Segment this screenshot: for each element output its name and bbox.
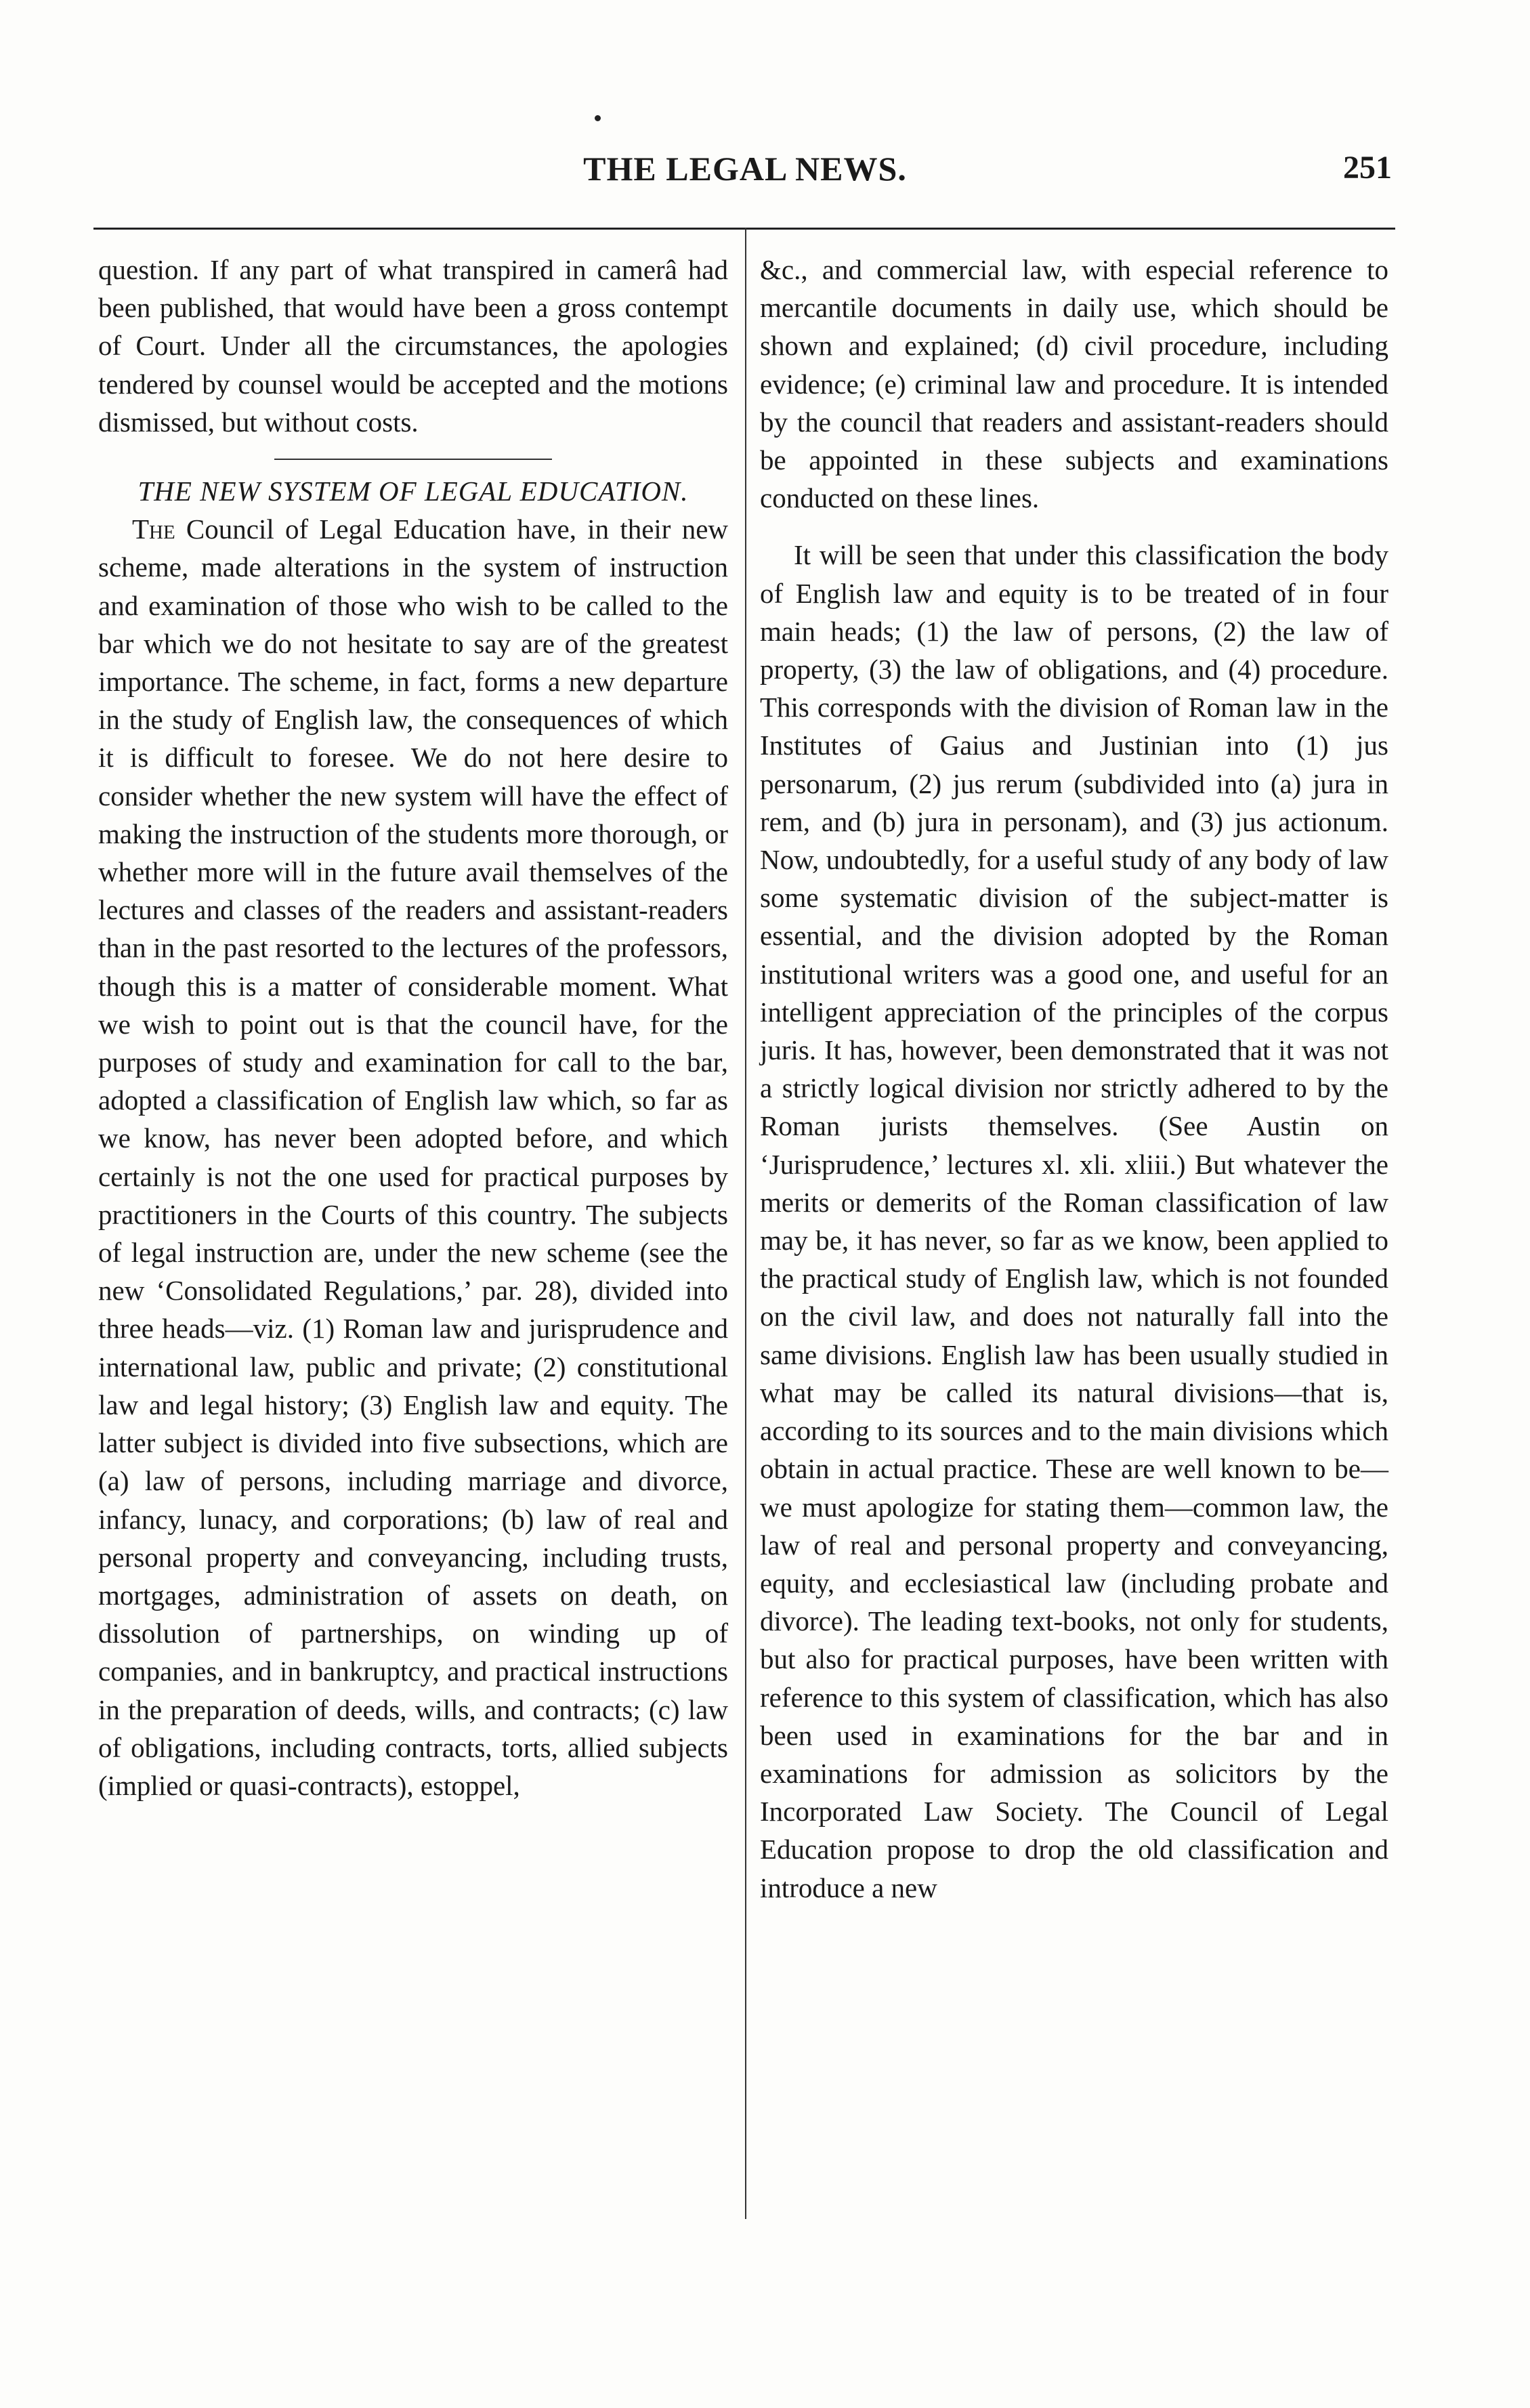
print-speck xyxy=(595,115,601,121)
article-paragraph xyxy=(98,510,728,1804)
page-header xyxy=(95,135,1395,203)
right-paragraph-continuation: &c., and commercial law, with especial reference to mercantile documents in daily use, which should be shown and explained; (d) civil procedure, including evidence; (e) criminal law and procedure. It is intended by the council that readers and assistant-readers should be appointed in these subjects and examinations conducted on these lines. xyxy=(760,254,1388,514)
article-heading: THE NEW SYSTEM OF LEGAL EDUCATION. xyxy=(137,476,689,507)
section-divider xyxy=(274,459,552,460)
left-column xyxy=(98,251,728,1804)
page-number: 251 xyxy=(1343,150,1392,186)
left-paragraph-continuation: question. If any part of what transpired in camerâ had been published, that would have been a gross contempt of Court. Under all the circumstances, the apologies tendered by counsel would be accepted and the motions dismissed, but without costs. xyxy=(98,254,728,438)
right-column xyxy=(760,251,1388,1907)
publication-title: THE LEGAL NEWS. xyxy=(583,150,907,188)
article-lead-word: The xyxy=(132,513,175,545)
paragraph-gap xyxy=(760,517,1388,536)
right-paragraph: It will be seen that under this classification the body of English law and equity is to be treated of in four main heads; (1) the law of persons, (2) the law of property, (3) the law of obligations, and (4) procedure. This corresponds with the division of Roman law in the Institutes of Gaius and Justinian into (1) jus personarum, (2) jus rerum (subdivided into (a) jura in rem, and (b) jura in personam), and (3) jus actionum. Now, undoubtedly, for a useful study of any body of law some systematic division of the subject-matter is essential, and the division adopted by the Roman institutional writers was a good one, and useful for an intelligent appreciation of the principles of the corpus juris. It has, however, been demonstrated that it was not a strictly logical division nor strictly adhered to by the Roman jurists themselves. (See Austin on ‘Jurisprudence,’ lectures xl. xli. xliii.) But whatever the merits or demerits of the Roman classification of law may be, it has never, so far as we know, been applied to the practical study of English law, which is not founded on the civil law, and does not naturally fall into the same divisions. English law has been usually studied in what may be called its natural divisions—that is, according to its sources and to the main divisions which obtain in actual practice. These are well known to be—we must apologize for stating them—common law, the law of real and personal property and conveyancing, equity, and ecclesiastical law (including probate and divorce). The leading text-books, not only for students, but also for practical purposes, have been written with reference to this system of classification, which has also been used in examinations for the bar and in examinations for admission as solicitors by the Incorporated Law Society. The Council of Legal Education propose to drop the old classification and introduce a new xyxy=(760,539,1388,1903)
article-paragraph-text: Council of Legal Education have, in their new scheme, made alterations in the system of instruction and examination of those who wish to be called to the bar which we do not hesitate to say are of the greatest importance. The scheme, in fact, forms a new departure in the study of English law, the consequences of which it is difficult to foresee. We do not here desire to consider whether the new system will have the effect of making the instruction of the students more thorough, or whether more will in the future avail themselves of the lectures and classes of the readers and assistant-readers than in the past resorted to the lectures of the professors, though this is a matter of considerable moment. What we wish to point out is that the council have, for the purposes of study and examination for call to the bar, adopted a classification of English law which, so far as we know, has never been adopted before, and which certainly is not the one used for practical purposes by practitioners in the Courts of this country. The subjects of legal instruction are, under the new scheme (see the new ‘Consolidated Regulations,’ par. 28), divided into three heads—viz. (1) Roman law and jurisprudence and international law, public and private; (2) constitutional law and legal history; (3) English law and equity. The latter subject is divided into five subsections, which are (a) law of persons, including marriage and divorce, infancy, lunacy, and corporations; (b) law of real and personal property and conveyancing, including trusts, mortgages, administration of assets on death, on dissolution of partnerships, on winding up of companies, and in bankruptcy, and practical instructions in the preparation of deeds, wills, and contracts; (c) law of obligations, including contracts, torts, allied subjects (implied or quasi-contracts), estoppel, xyxy=(98,513,728,1801)
header-rule xyxy=(93,228,1395,230)
column-divider xyxy=(745,228,746,2219)
